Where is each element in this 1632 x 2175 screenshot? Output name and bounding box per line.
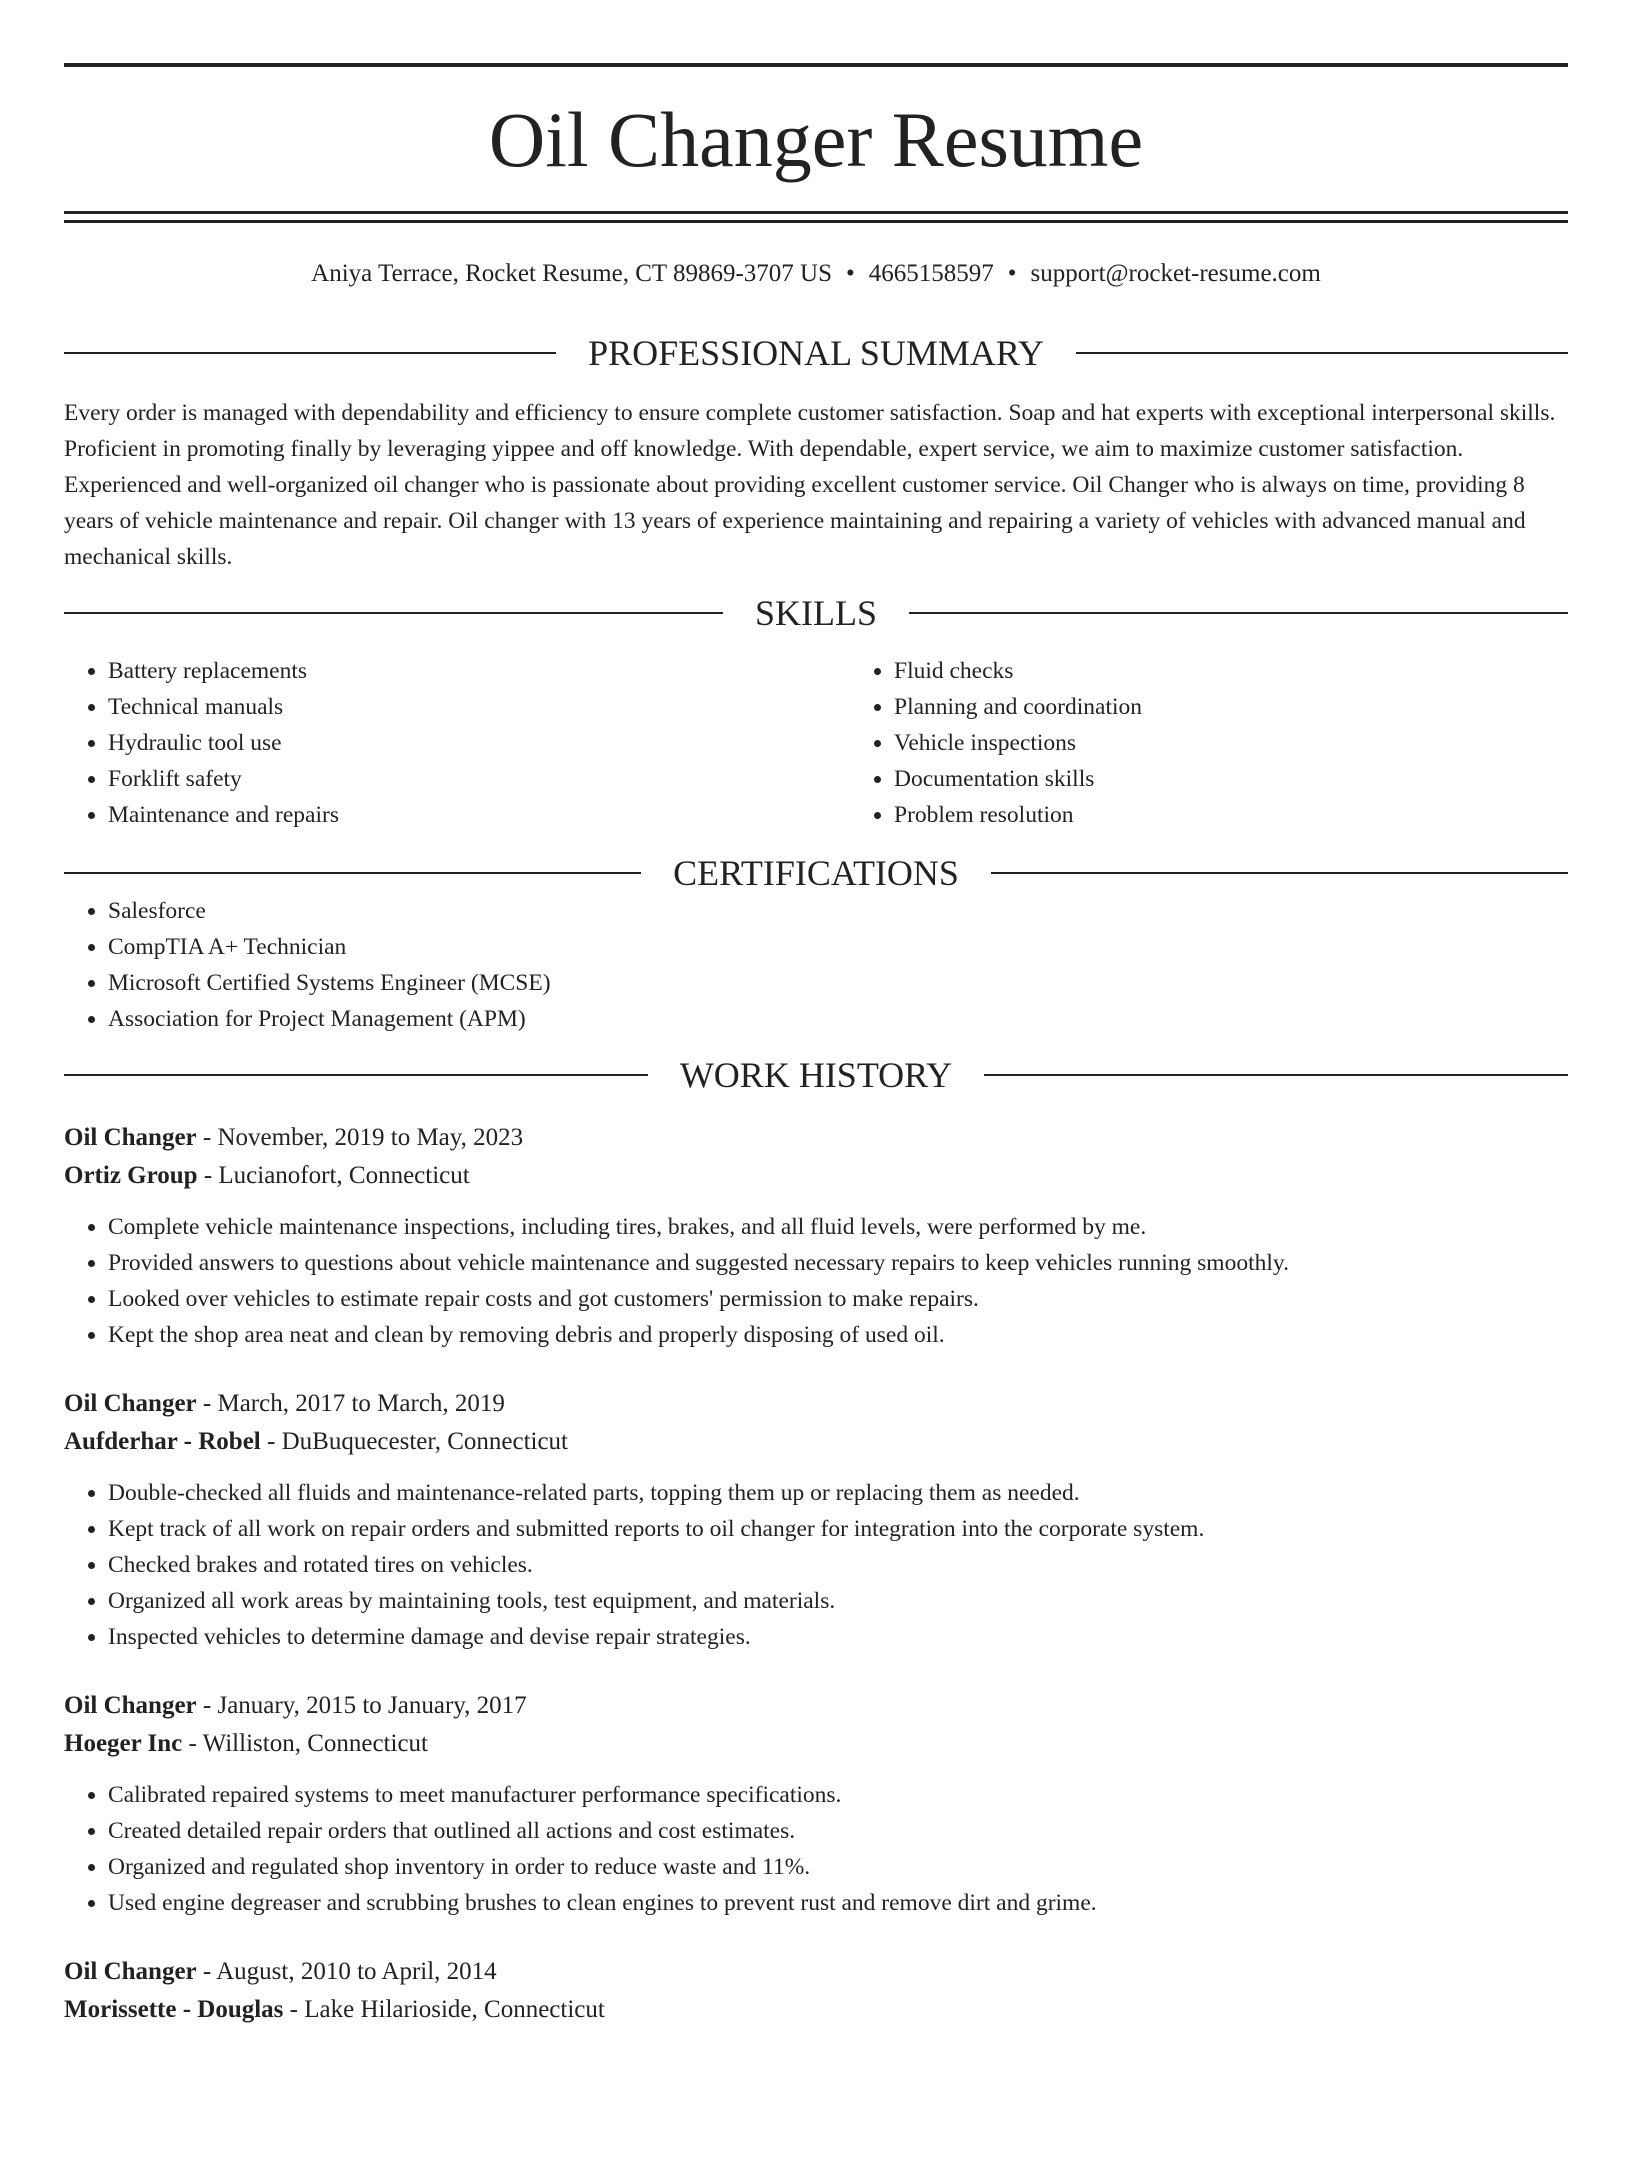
job-role: Oil Changer bbox=[64, 1692, 197, 1719]
certifications-list bbox=[64, 893, 1568, 1037]
heading-rule-left bbox=[64, 612, 723, 614]
list-item: • CompTIA A+ Technician bbox=[108, 929, 1568, 965]
list-item: • Forklift safety bbox=[108, 761, 850, 797]
list-item: • Microsoft Certified Systems Engineer (MCSE) bbox=[108, 965, 1568, 1001]
resume-title: Oil Changer Resume bbox=[488, 96, 1144, 183]
title-double-rule bbox=[64, 211, 1568, 223]
job-company-line bbox=[64, 1423, 1568, 1461]
heading-rule-left bbox=[64, 872, 641, 874]
heading-rule-right bbox=[1076, 352, 1568, 354]
job-role: Oil Changer bbox=[64, 1124, 197, 1151]
job-role: Oil Changer bbox=[64, 1390, 197, 1417]
list-item: • Problem resolution bbox=[894, 797, 1568, 833]
section-heading-skills bbox=[64, 593, 1568, 633]
job-company-line bbox=[64, 1157, 1568, 1195]
list-item: • Kept track of all work on repair orders and submitted reports to oil changer for integration into the corporate system. bbox=[108, 1511, 1568, 1547]
heading-rule-right bbox=[909, 612, 1568, 614]
list-item: • Planning and coordination bbox=[894, 689, 1568, 725]
list-item: • Association for Project Management (APM) bbox=[108, 1001, 1568, 1037]
job-location: - DuBuquecester, Connecticut bbox=[260, 1428, 569, 1455]
section-heading-work-history bbox=[64, 1055, 1568, 1095]
job-title-line bbox=[64, 1119, 1568, 1157]
heading-rule-right bbox=[984, 1074, 1568, 1076]
list-item: • Organized and regulated shop inventory in order to reduce waste and 11%. bbox=[108, 1849, 1568, 1885]
summary-text: Every order is managed with dependability and efficiency to ensure complete customer satisfaction. Soap and hat experts with exceptional interpersonal skills. Proficient in promoting finally by leveraging yippee and off knowledge. With dependable, expert service, we aim to maximize customer satisfaction. Experienced and well-organized oil changer who is passionate about providing excellent customer service. Oil Changer who is always on time, providing 8 years of vehicle maintenance and repair. Oil changer with 13 years of experience maintaining and repairing a variety of vehicles with advanced manual and mechanical skills. bbox=[64, 400, 1556, 570]
job-entry bbox=[64, 1953, 1568, 2029]
job-company: Morissette - Douglas bbox=[64, 1996, 284, 2023]
job-title-line bbox=[64, 1385, 1568, 1423]
section-heading-certifications bbox=[64, 853, 1568, 893]
job-dates: - March, 2017 to March, 2019 bbox=[196, 1390, 505, 1417]
list-item: • Inspected vehicles to determine damage and devise repair strategies. bbox=[108, 1619, 1568, 1655]
list-item: • Created detailed repair orders that outlined all actions and cost estimates. bbox=[108, 1813, 1568, 1849]
list-item: • Hydraulic tool use bbox=[108, 725, 850, 761]
resume-page bbox=[0, 63, 1632, 2175]
job-role: Oil Changer bbox=[64, 1958, 197, 1985]
job-company-line bbox=[64, 1725, 1568, 1763]
list-item: • Used engine degreaser and scrubbing brushes to clean engines to prevent rust and remove dirt and grime. bbox=[108, 1885, 1568, 1921]
job-company: Ortiz Group bbox=[64, 1162, 198, 1189]
list-item: • Complete vehicle maintenance inspections, including tires, brakes, and all fluid levels, were performed by me. bbox=[108, 1209, 1568, 1245]
job-location: - Lake Hilarioside, Connecticut bbox=[283, 1996, 605, 2023]
section-title: SKILLS bbox=[755, 593, 878, 633]
job-title-line bbox=[64, 1687, 1568, 1725]
list-item: • Battery replacements bbox=[108, 653, 850, 689]
list-item: • Checked brakes and rotated tires on vehicles. bbox=[108, 1547, 1568, 1583]
skills-grid bbox=[64, 653, 1568, 833]
section-title: PROFESSIONAL SUMMARY bbox=[588, 333, 1044, 373]
list-item: • Provided answers to questions about vehicle maintenance and suggested necessary repairs to keep vehicles running smoothly. bbox=[108, 1245, 1568, 1281]
job-dates: - August, 2010 to April, 2014 bbox=[196, 1958, 497, 1985]
job-dates: - January, 2015 to January, 2017 bbox=[196, 1692, 527, 1719]
heading-rule-right bbox=[991, 872, 1568, 874]
contact-address: Aniya Terrace, Rocket Resume, CT 89869-3707 US bbox=[311, 260, 832, 287]
list-item: • Fluid checks bbox=[894, 653, 1568, 689]
list-item: • Kept the shop area neat and clean by removing debris and properly disposing of used oil. bbox=[108, 1317, 1568, 1353]
job-entry bbox=[64, 1119, 1568, 1353]
contact-phone: 4665158597 bbox=[868, 260, 994, 287]
list-item: • Looked over vehicles to estimate repair costs and got customers' permission to make repairs. bbox=[108, 1281, 1568, 1317]
job-company-line bbox=[64, 1991, 1568, 2029]
contact-email: support@rocket-resume.com bbox=[1030, 260, 1321, 287]
job-entry bbox=[64, 1687, 1568, 1921]
job-bullets bbox=[64, 1475, 1568, 1655]
list-item: • Documentation skills bbox=[894, 761, 1568, 797]
job-title-line bbox=[64, 1953, 1568, 1991]
job-location: - Lucianofort, Connecticut bbox=[197, 1162, 470, 1189]
skills-list-left bbox=[64, 653, 850, 833]
top-rule bbox=[64, 63, 1568, 67]
contact-line bbox=[64, 259, 1568, 289]
contact-separator: • bbox=[846, 260, 855, 287]
skills-list-right bbox=[850, 653, 1568, 833]
heading-rule-left bbox=[64, 352, 556, 354]
job-bullets bbox=[64, 1209, 1568, 1353]
list-item: • Technical manuals bbox=[108, 689, 850, 725]
list-item: • Vehicle inspections bbox=[894, 725, 1568, 761]
list-item: • Organized all work areas by maintaining tools, test equipment, and materials. bbox=[108, 1583, 1568, 1619]
job-company: Hoeger Inc bbox=[64, 1730, 183, 1757]
contact-separator: • bbox=[1007, 260, 1017, 287]
job-entry bbox=[64, 1385, 1568, 1655]
list-item: • Calibrated repaired systems to meet manufacturer performance specifications. bbox=[108, 1777, 1568, 1813]
job-company: Aufderhar - Robel bbox=[64, 1428, 261, 1455]
list-item: • Salesforce bbox=[108, 893, 1568, 929]
work-history-list bbox=[64, 1119, 1568, 2029]
list-item: • Maintenance and repairs bbox=[108, 797, 850, 833]
job-bullets bbox=[64, 1777, 1568, 1921]
section-heading-summary bbox=[64, 333, 1568, 373]
job-dates: - November, 2019 to May, 2023 bbox=[196, 1124, 524, 1151]
heading-rule-left bbox=[64, 1074, 648, 1076]
job-location: - Williston, Connecticut bbox=[182, 1730, 428, 1757]
section-title: CERTIFICATIONS bbox=[673, 853, 959, 893]
list-item: • Double-checked all fluids and maintenance-related parts, topping them up or replacing them as needed. bbox=[108, 1475, 1568, 1511]
section-title: WORK HISTORY bbox=[679, 1055, 953, 1095]
